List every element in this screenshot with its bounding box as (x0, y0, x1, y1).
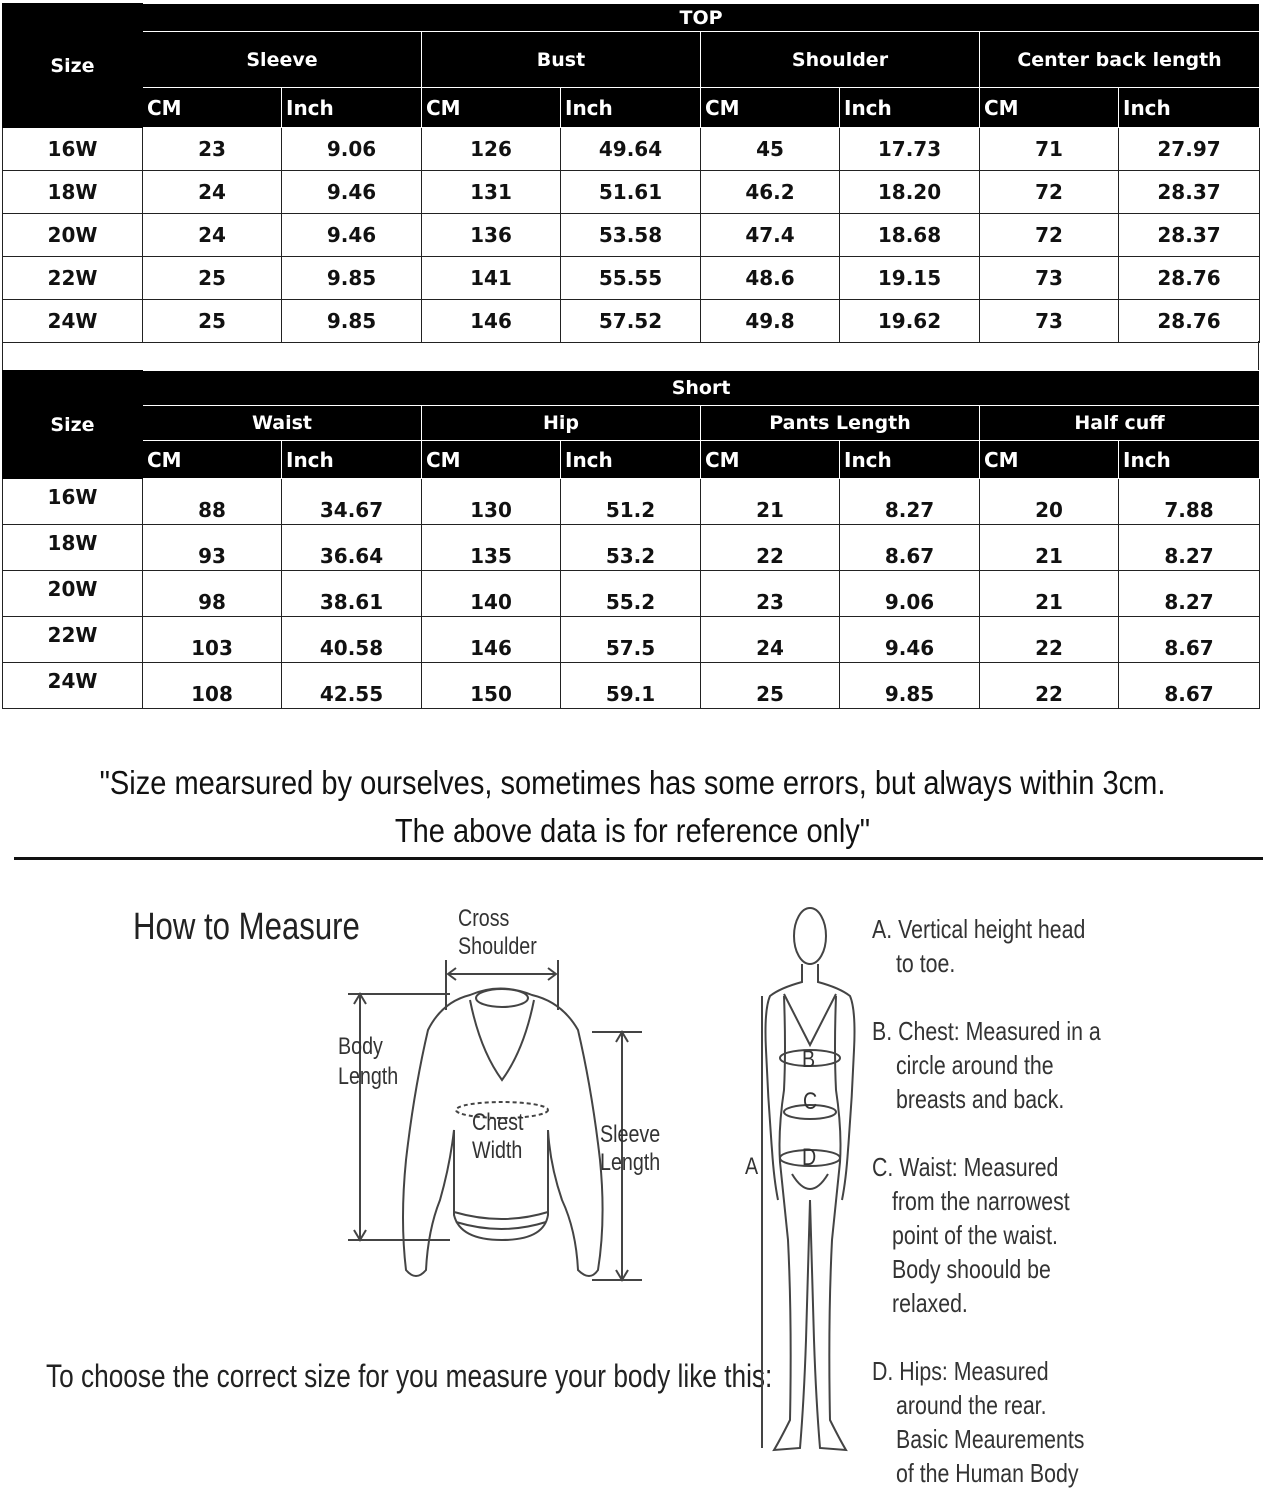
value-cell: 59.1 (561, 663, 701, 709)
value-cell: 42.55 (282, 663, 422, 709)
value-cell: 25 (701, 663, 840, 709)
value-cell: 130 (422, 479, 561, 525)
value-cell: 18.20 (840, 171, 980, 214)
table-row (3, 257, 1260, 300)
value-cell: 27.97 (1119, 128, 1260, 171)
value-cell: 34.67 (282, 479, 422, 525)
table-row (3, 617, 1260, 663)
value-cell: 57.52 (561, 300, 701, 343)
value-cell: 150 (422, 663, 561, 709)
value-cell: 73 (980, 300, 1119, 343)
size-note-line2: The above data is for reference only" (394, 812, 871, 849)
unit-header: CM (701, 88, 840, 128)
body-length-label: Length (338, 1063, 399, 1090)
size-cell: 24W (3, 300, 143, 343)
group-header: Half cuff (980, 406, 1260, 441)
value-cell: 38.61 (282, 571, 422, 617)
value-cell: 135 (422, 525, 561, 571)
value-cell: 131 (422, 171, 561, 214)
value-cell: 8.27 (840, 479, 980, 525)
value-cell: 72 (980, 214, 1119, 257)
table-row (3, 571, 1260, 617)
value-cell: 24 (143, 171, 282, 214)
value-cell: 9.06 (840, 571, 980, 617)
short-size-table (2, 370, 1260, 709)
size-cell: 16W (3, 128, 143, 171)
value-cell: 93 (143, 525, 282, 571)
value-cell: 28.37 (1119, 171, 1260, 214)
size-cell: 22W (3, 257, 143, 300)
value-cell: 9.06 (282, 128, 422, 171)
body-length-label: Body (338, 1033, 383, 1060)
size-header: Size (3, 371, 143, 479)
legend-c-line: relaxed. (892, 1288, 968, 1318)
value-cell: 17.73 (840, 128, 980, 171)
group-header: Center back length (980, 32, 1260, 88)
table-row (3, 300, 1260, 343)
chest-width-label: Chest (472, 1109, 524, 1136)
table-row (3, 171, 1260, 214)
value-cell: 141 (422, 257, 561, 300)
value-cell: 55.2 (561, 571, 701, 617)
value-cell: 28.37 (1119, 214, 1260, 257)
value-cell: 19.15 (840, 257, 980, 300)
value-cell: 72 (980, 171, 1119, 214)
unit-header: CM (701, 441, 840, 479)
value-cell: 22 (701, 525, 840, 571)
value-cell: 9.46 (282, 171, 422, 214)
top-size-table (2, 3, 1260, 343)
marker-a: A (745, 1153, 759, 1180)
value-cell: 48.6 (701, 257, 840, 300)
value-cell: 23 (701, 571, 840, 617)
legend-c-line: point of the waist. (892, 1220, 1058, 1250)
value-cell: 25 (143, 300, 282, 343)
legend-b-line: B. Chest: Measured in a (872, 1016, 1101, 1046)
cross-shoulder-label: Cross (458, 905, 510, 932)
value-cell: 108 (143, 663, 282, 709)
size-note-line1: "Size mearsured by ourselves, sometimes has some errors, but always within 3cm. (99, 764, 1166, 801)
value-cell: 8.67 (840, 525, 980, 571)
value-cell: 51.61 (561, 171, 701, 214)
legend-b-line: circle around the (896, 1050, 1054, 1080)
unit-header: Inch (282, 88, 422, 128)
unit-header: CM (143, 441, 282, 479)
marker-b: B (802, 1046, 816, 1073)
group-header: Bust (422, 32, 701, 88)
value-cell: 103 (143, 617, 282, 663)
legend-d-line: of the Human Body (896, 1458, 1079, 1488)
group-header: Waist (143, 406, 422, 441)
size-cell: 18W (3, 171, 143, 214)
size-cell: 20W (3, 214, 143, 257)
unit-header: Inch (1119, 88, 1260, 128)
size-cell: 22W (3, 617, 143, 663)
value-cell: 71 (980, 128, 1119, 171)
value-cell: 36.64 (282, 525, 422, 571)
size-cell: 20W (3, 571, 143, 617)
value-cell: 140 (422, 571, 561, 617)
sleeve-length-label: Sleeve (600, 1121, 661, 1148)
choose-size-text: To choose the correct size for you measure your body like this: (46, 1358, 773, 1394)
legend-d-line: Basic Meaurements (896, 1424, 1085, 1454)
value-cell: 126 (422, 128, 561, 171)
value-cell: 9.46 (840, 617, 980, 663)
unit-header: Inch (561, 88, 701, 128)
value-cell: 21 (980, 525, 1119, 571)
body-figure-illustration (740, 900, 870, 1470)
legend-c-line: C. Waist: Measured (872, 1152, 1059, 1182)
value-cell: 40.58 (282, 617, 422, 663)
cross-shoulder-label: Shoulder (458, 933, 537, 960)
value-cell: 146 (422, 300, 561, 343)
value-cell: 24 (143, 214, 282, 257)
value-cell: 8.27 (1119, 525, 1260, 571)
value-cell: 47.4 (701, 214, 840, 257)
unit-header: Inch (561, 441, 701, 479)
value-cell: 55.55 (561, 257, 701, 300)
size-cell: 24W (3, 663, 143, 709)
legend-c-line: Body shoould be (892, 1254, 1051, 1284)
group-header: Hip (422, 406, 701, 441)
unit-header: Inch (840, 88, 980, 128)
value-cell: 28.76 (1119, 257, 1260, 300)
value-cell: 51.2 (561, 479, 701, 525)
legend-a-line: to toe. (896, 948, 956, 978)
value-cell: 45 (701, 128, 840, 171)
sleeve-length-label: Length (600, 1149, 661, 1176)
table-row (3, 663, 1260, 709)
value-cell: 9.46 (282, 214, 422, 257)
value-cell: 49.8 (701, 300, 840, 343)
value-cell: 53.2 (561, 525, 701, 571)
value-cell: 23 (143, 128, 282, 171)
marker-c: C (803, 1088, 818, 1115)
value-cell: 8.67 (1119, 617, 1260, 663)
value-cell: 9.85 (282, 300, 422, 343)
value-cell: 9.85 (840, 663, 980, 709)
value-cell: 98 (143, 571, 282, 617)
value-cell: 49.64 (561, 128, 701, 171)
group-header: Shoulder (701, 32, 980, 88)
size-cell: 16W (3, 479, 143, 525)
value-cell: 8.27 (1119, 571, 1260, 617)
value-cell: 57.5 (561, 617, 701, 663)
value-cell: 18.68 (840, 214, 980, 257)
unit-header: CM (422, 441, 561, 479)
legend-c-line: from the narrowest (892, 1186, 1070, 1216)
legend-a-line: A. Vertical height head (872, 914, 1086, 944)
value-cell: 8.67 (1119, 663, 1260, 709)
marker-d: D (802, 1144, 817, 1171)
value-cell: 7.88 (1119, 479, 1260, 525)
value-cell: 22 (980, 617, 1119, 663)
unit-header: CM (422, 88, 561, 128)
value-cell: 24 (701, 617, 840, 663)
unit-header: Inch (1119, 441, 1260, 479)
value-cell: 88 (143, 479, 282, 525)
unit-header: Inch (282, 441, 422, 479)
value-cell: 21 (701, 479, 840, 525)
how-to-measure-title: How to Measure (133, 906, 360, 948)
table-row (3, 128, 1260, 171)
value-cell: 146 (422, 617, 561, 663)
value-cell: 53.58 (561, 214, 701, 257)
value-cell: 73 (980, 257, 1119, 300)
group-header: Sleeve (143, 32, 422, 88)
value-cell: 22 (980, 663, 1119, 709)
unit-header: CM (980, 441, 1119, 479)
size-cell: 18W (3, 525, 143, 571)
chest-width-label: Width (472, 1137, 523, 1164)
legend-d-line: D. Hips: Measured (872, 1356, 1049, 1386)
unit-header: Inch (840, 441, 980, 479)
value-cell: 20 (980, 479, 1119, 525)
table-row (3, 479, 1260, 525)
group-header: Pants Length (701, 406, 980, 441)
value-cell: 25 (143, 257, 282, 300)
table-row (3, 525, 1260, 571)
value-cell: 19.62 (840, 300, 980, 343)
value-cell: 9.85 (282, 257, 422, 300)
legend-b-line: breasts and back. (896, 1084, 1065, 1114)
value-cell: 21 (980, 571, 1119, 617)
size-header: Size (3, 4, 143, 128)
table-row (3, 214, 1260, 257)
value-cell: 136 (422, 214, 561, 257)
legend-d-line: around the rear. (896, 1390, 1047, 1420)
table-title: TOP (143, 4, 1260, 32)
table-title: Short (143, 371, 1260, 406)
unit-header: CM (980, 88, 1119, 128)
table-spacer (2, 341, 1259, 370)
value-cell: 28.76 (1119, 300, 1260, 343)
divider (14, 857, 1263, 860)
unit-header: CM (143, 88, 282, 128)
value-cell: 46.2 (701, 171, 840, 214)
